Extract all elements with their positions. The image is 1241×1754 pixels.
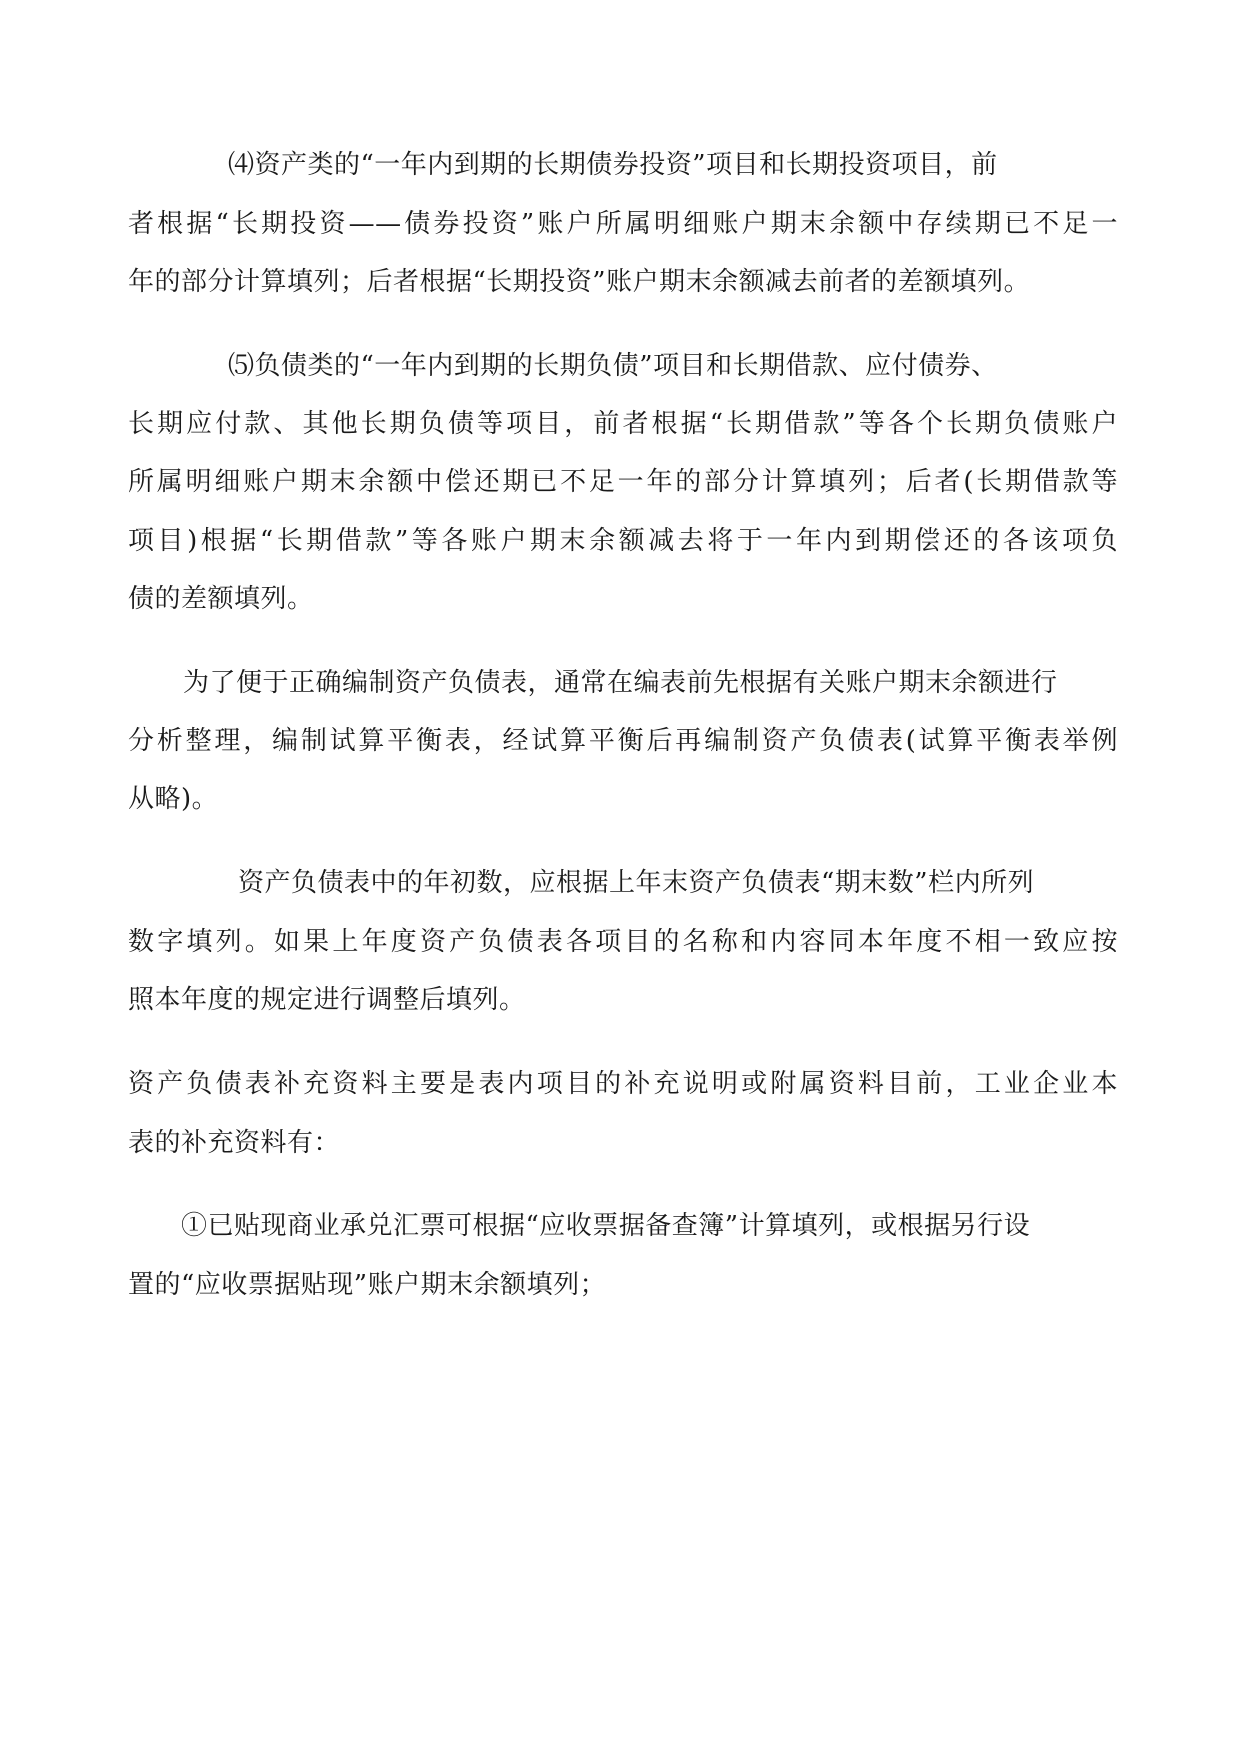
- paragraph-line: ⑸负债类的“一年内到期的长期负债”项目和长期借款、应付债券、: [228, 351, 998, 381]
- paragraph-line: 数字填列。如果上年度资产负债表各项目的名称和内容同本年度不相一致应按: [128, 927, 1118, 957]
- paragraph-line: 者根据“长期投资——债券投资”账户所属明细账户期末余额中存续期已不足一: [128, 209, 1118, 239]
- paragraph-line: 为了便于正确编制资产负债表，通常在编表前先根据有关账户期末余额进行: [183, 668, 1058, 698]
- paragraph-line: ①已贴现商业承兑汇票可根据“应收票据备查簿”计算填列，或根据另行设: [181, 1211, 1031, 1241]
- paragraph-line: 照本年度的规定进行调整后填列。: [128, 985, 526, 1015]
- paragraph-line: 置的“应收票据贴现”账户期末余额填列；: [128, 1270, 607, 1300]
- paragraph-line: 长期应付款、其他长期负债等项目，前者根据“长期借款”等各个长期负债账户: [128, 409, 1118, 439]
- paragraph-line: 项目)根据“长期借款”等各账户期末余额减去将于一年内到期偿还的各该项负: [128, 526, 1118, 556]
- paragraph-line: ⑷资产类的“一年内到期的长期债券投资”项目和长期投资项目，前: [228, 150, 998, 180]
- paragraph-line: 从略)。: [128, 784, 219, 814]
- paragraph-line: 资产负债表补充资料主要是表内项目的补充说明或附属资料目前，工业企业本: [128, 1069, 1118, 1099]
- paragraph-line: 年的部分计算填列；后者根据“长期投资”账户期末余额减去前者的差额填列。: [128, 267, 1031, 297]
- paragraph-line: 资产负债表中的年初数，应根据上年末资产负债表“期末数”栏内所列: [238, 868, 1035, 898]
- paragraph-line: 表的补充资料有：: [128, 1128, 341, 1158]
- paragraph-line: 分析整理，编制试算平衡表，经试算平衡后再编制资产负债表(试算平衡表举例: [128, 726, 1118, 756]
- paragraph-line: 所属明细账户期末余额中偿还期已不足一年的部分计算填列；后者(长期借款等: [128, 467, 1118, 497]
- paragraph-line: 债的差额填列。: [128, 584, 314, 614]
